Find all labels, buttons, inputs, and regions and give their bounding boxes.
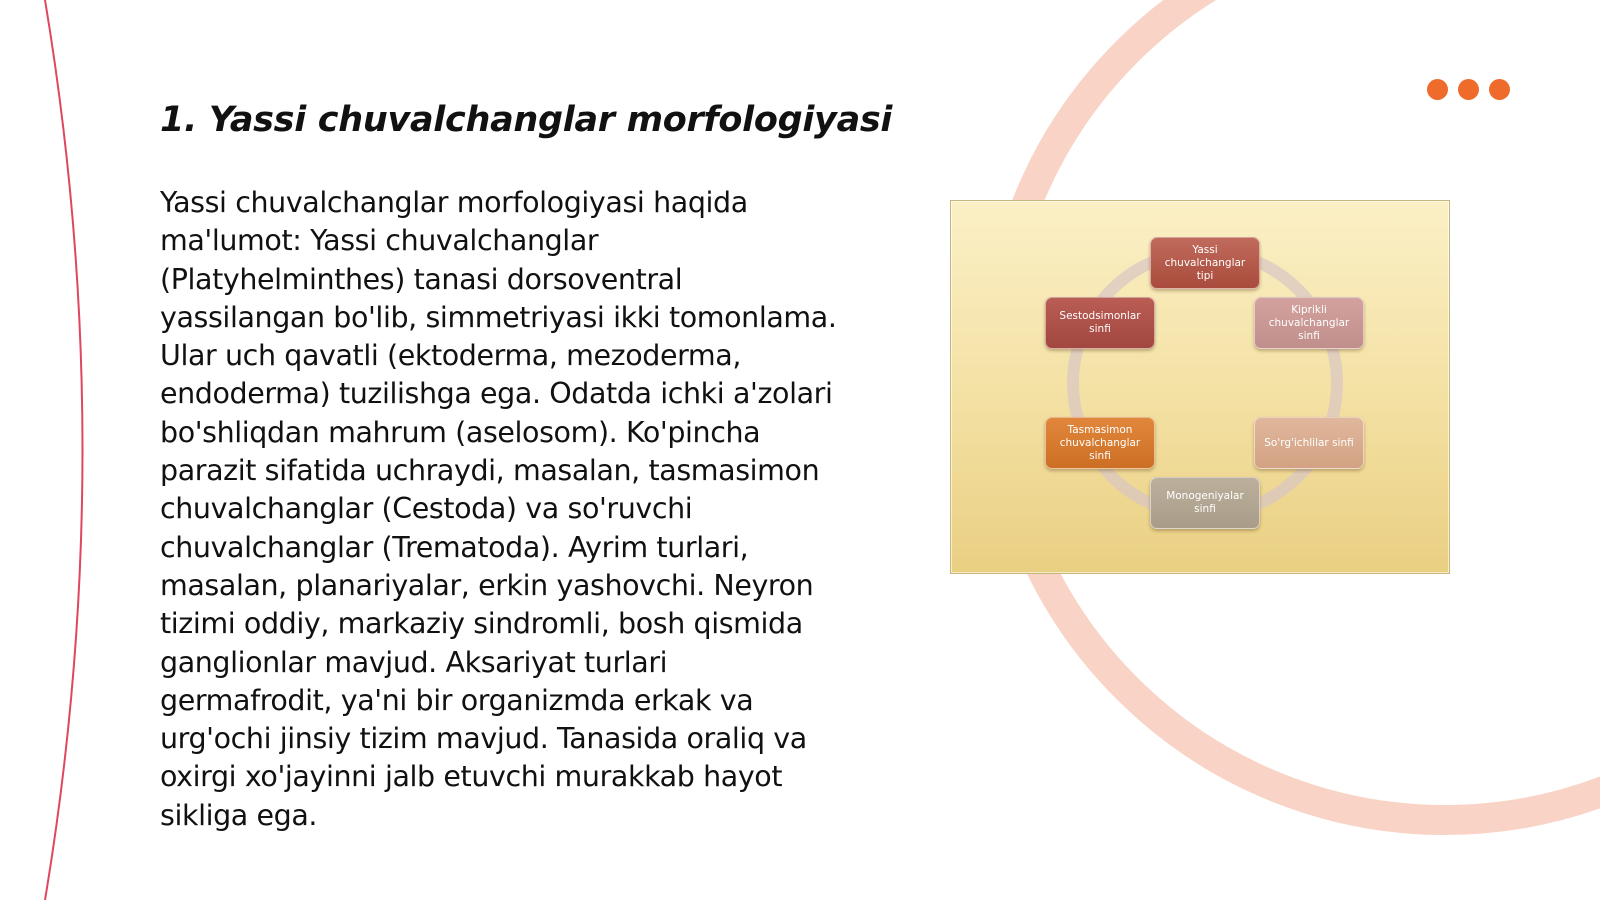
slide-title: 1. Yassi chuvalchanglar morfologiyasi <box>160 100 893 140</box>
cycle-ring-circle <box>1073 251 1337 515</box>
slide-body-text: Yassi chuvalchanglar morfologiyasi haqida ma'lumot: Yassi chuvalchanglar (Platyhelminthes) tanasi dorsoventral yassilangan bo'lib, simmetriyasi ikki tomonlama. Ular uch qavatli (ektoderma, mezoderma, endoderma) tuzilishga ega. Odatda ichki a'zolari bo'shliqdan mahrum (aselosom). Ko'pincha parazit sifatida uchraydi, masalan, tasmasimon chuvalchanglar (Cestoda) va so'ruvchi chuvalchanglar (Trematoda). Ayrim turlari, masalan, planariyalar, erkin yashovchi. Neyron tizimi oddiy, markaziy sindromli, bosh qismida ganglionlar mavjud. Aksariyat turlari germafrodit, ya'ni bir organizmda erkak va urg'ochi jinsiy tizim mavjud. Tanasida oraliq va oxirgi xo'jayinni jalb etuvchi murakkab hayot sikliga ega. <box>160 186 837 832</box>
diagram-node-cestoda: Tasmasimon chuvalchanglar sinfi <box>1045 417 1155 469</box>
left-edge-curve <box>45 0 83 900</box>
diagram-node-phylum: Yassi chuvalchanglar tipi <box>1150 237 1260 289</box>
dot-icon <box>1458 79 1479 100</box>
diagram-node-cestodaria: Sestodsimonlar sinfi <box>1045 297 1155 349</box>
three-dots-icon <box>1427 79 1510 100</box>
diagram-node-turbellaria: Kiprikli chuvalchanglar sinfi <box>1254 297 1364 349</box>
dot-icon <box>1427 79 1448 100</box>
dot-icon <box>1489 79 1510 100</box>
diagram-node-monogenea: Monogeniyalar sinfi <box>1150 477 1260 529</box>
classification-diagram-image <box>950 200 1450 574</box>
diagram-node-trematoda: So'rg'ichlilar sinfi <box>1254 417 1364 469</box>
